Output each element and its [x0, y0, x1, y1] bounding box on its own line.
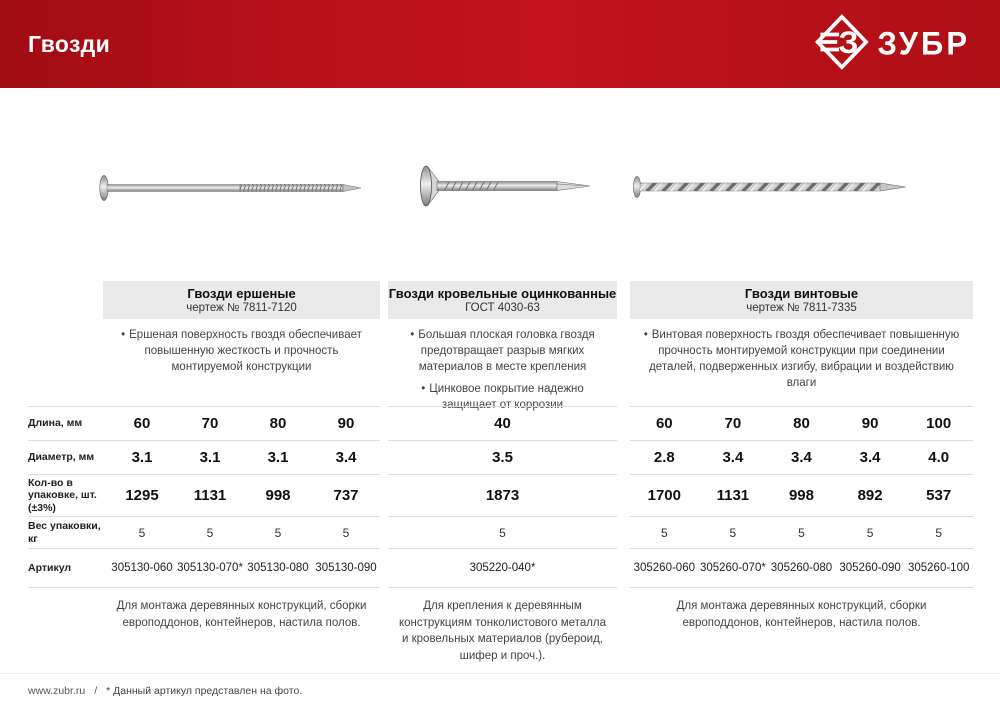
product-header-vintovye [630, 281, 973, 319]
article-values-ershenye [108, 548, 380, 588]
cell: 40 [494, 415, 511, 432]
product-standard: ГОСТ 4030-63 [465, 302, 540, 314]
feature-item [636, 327, 967, 391]
feature-text: Винтовая поверхность гвоздя обеспечивает повышенную прочность монтируемой конструкции при соединении деталей, подверженных изгибу, вибрации и воздействию влаги [649, 329, 960, 390]
cell: 892 [857, 487, 883, 504]
feature-text: Большая плоская головка гвоздя предотвращает разрыв мягких материалов в месте крепления [418, 329, 595, 374]
cell: 998 [265, 487, 291, 504]
product-header-ershenye [103, 281, 380, 319]
brand-name: ЗУБР [877, 25, 970, 62]
cell: 3.5 [492, 449, 513, 466]
bullet-icon: • [421, 383, 426, 396]
article-values-vintovye [630, 548, 973, 588]
qty-values-krovelnye [388, 474, 617, 516]
cell: 3.4 [335, 449, 357, 466]
cell: 305260-080 [770, 562, 833, 574]
cell: 70 [201, 415, 219, 432]
cell: 5 [499, 525, 506, 540]
cell: 5 [138, 525, 146, 540]
cell: 80 [269, 415, 287, 432]
weight-values-vintovye [630, 516, 973, 548]
cell: 1700 [647, 487, 681, 504]
cell: 5 [660, 525, 668, 540]
diameter-values-vintovye [630, 440, 973, 474]
cell: 3.4 [722, 449, 744, 466]
feature-item [109, 327, 374, 375]
cell: 90 [337, 415, 355, 432]
bullet-icon: • [410, 329, 415, 341]
row-label-length: Длина, мм [28, 406, 108, 440]
footnote-text: * Данный артикул представлен на фото. [106, 684, 303, 697]
spec-table [28, 406, 973, 588]
weight-values-ershenye [108, 516, 380, 548]
cell: 2.8 [653, 449, 675, 466]
cell: 3.1 [131, 449, 153, 466]
feature-text: Цинковое покрытие надежно защищает от коррозии [429, 383, 584, 412]
product-name: Гвозди винтовые [744, 286, 859, 301]
application-note-ershenye: Для монтажа деревянных конструкций, сборки европоддонов, контейнеров, настила полов. [116, 600, 367, 629]
cell: 3.4 [791, 449, 812, 466]
row-label-weight: Вес упаковки, кг [28, 516, 108, 548]
brand-logo [811, 14, 970, 75]
product-header-krovelnye [388, 281, 617, 319]
cell: 1873 [485, 487, 520, 504]
bullet-icon: • [121, 329, 126, 341]
product-standard: чертеж № 7811-7335 [746, 302, 857, 314]
article-values-krovelnye [388, 548, 617, 588]
product-standard: чертеж № 7811-7120 [186, 302, 297, 314]
cell: 998 [788, 487, 814, 504]
cell: 305260-070* [699, 562, 766, 574]
cell: 80 [793, 415, 810, 432]
cell: 305220-040* [469, 562, 536, 574]
cell: 70 [724, 415, 742, 432]
feature-list-ershenye [103, 327, 380, 381]
cell: 1131 [193, 487, 227, 504]
weight-values-krovelnye [388, 516, 617, 548]
cell: 305130-080 [247, 562, 309, 574]
cell: 305130-060 [111, 562, 173, 574]
cell: 305260-060 [633, 562, 695, 574]
cell: 4.0 [928, 449, 950, 466]
feature-item [394, 327, 611, 375]
bullet-icon: • [643, 329, 648, 341]
length-values-krovelnye [388, 406, 617, 440]
cell: 5 [274, 525, 282, 540]
diameter-values-ershenye [108, 440, 380, 474]
length-values-ershenye [108, 406, 380, 440]
ring-shank-nail-image [95, 168, 361, 208]
cell: 5 [866, 525, 874, 540]
screw-nail-image [630, 172, 906, 202]
cell: 305130-070* [177, 562, 243, 574]
svg-text:З: З [837, 23, 858, 60]
feature-list-vintovye [630, 327, 973, 397]
cell: 3.1 [199, 449, 221, 466]
cell: 5 [206, 525, 214, 540]
cell: 5 [342, 525, 350, 540]
cell: 737 [333, 487, 359, 504]
qty-values-ershenye [108, 474, 380, 516]
row-label-diameter: Диаметр, мм [28, 440, 108, 474]
cell: 90 [861, 415, 879, 432]
cell: 1295 [125, 487, 159, 504]
cell: 3.4 [859, 449, 881, 466]
header-band [0, 0, 1000, 88]
qty-values-vintovye [630, 474, 973, 516]
cell: 5 [729, 525, 737, 540]
cell: 1131 [716, 487, 750, 504]
page-title: Гвозди [28, 30, 111, 57]
cell: 305130-090 [315, 562, 377, 574]
website-url: www.zubr.ru [28, 684, 86, 697]
cell: 3.1 [267, 449, 289, 466]
cell: 305260-090 [839, 562, 901, 574]
cell: 100 [926, 415, 952, 432]
application-note-vintovye: Для монтажа деревянных конструкций, сборки европоддонов, контейнеров, настила полов. [676, 600, 927, 629]
roofing-nail-image [415, 160, 591, 212]
product-name: Гвозди кровельные оцинкованные [388, 286, 617, 301]
cell: 537 [926, 487, 952, 504]
length-values-vintovye [630, 406, 973, 440]
footer-bar [0, 673, 1000, 707]
cell: 60 [655, 415, 673, 432]
product-name: Гвозди ершеные [187, 286, 296, 301]
cell: 60 [133, 415, 151, 432]
row-label-qty: Кол-во в упаковке, шт. (±3%) [28, 474, 108, 516]
row-label-article: Артикул [28, 548, 108, 588]
cell: 5 [935, 525, 943, 540]
footer-divider: / [94, 684, 98, 697]
cell: 305260-100 [907, 562, 970, 574]
application-note-krovelnye: Для крепления к деревянным конструкциям тонколистового металла и кровельных материалов (рубероид, шифер и проч.). [398, 600, 607, 663]
feature-text: Ершеная поверхность гвоздя обеспечивает повышенную жесткость и прочность монтируемой конструкции [129, 329, 362, 374]
cell: 5 [798, 525, 805, 540]
zubr-diamond-icon [811, 14, 869, 75]
diameter-values-krovelnye [388, 440, 617, 474]
